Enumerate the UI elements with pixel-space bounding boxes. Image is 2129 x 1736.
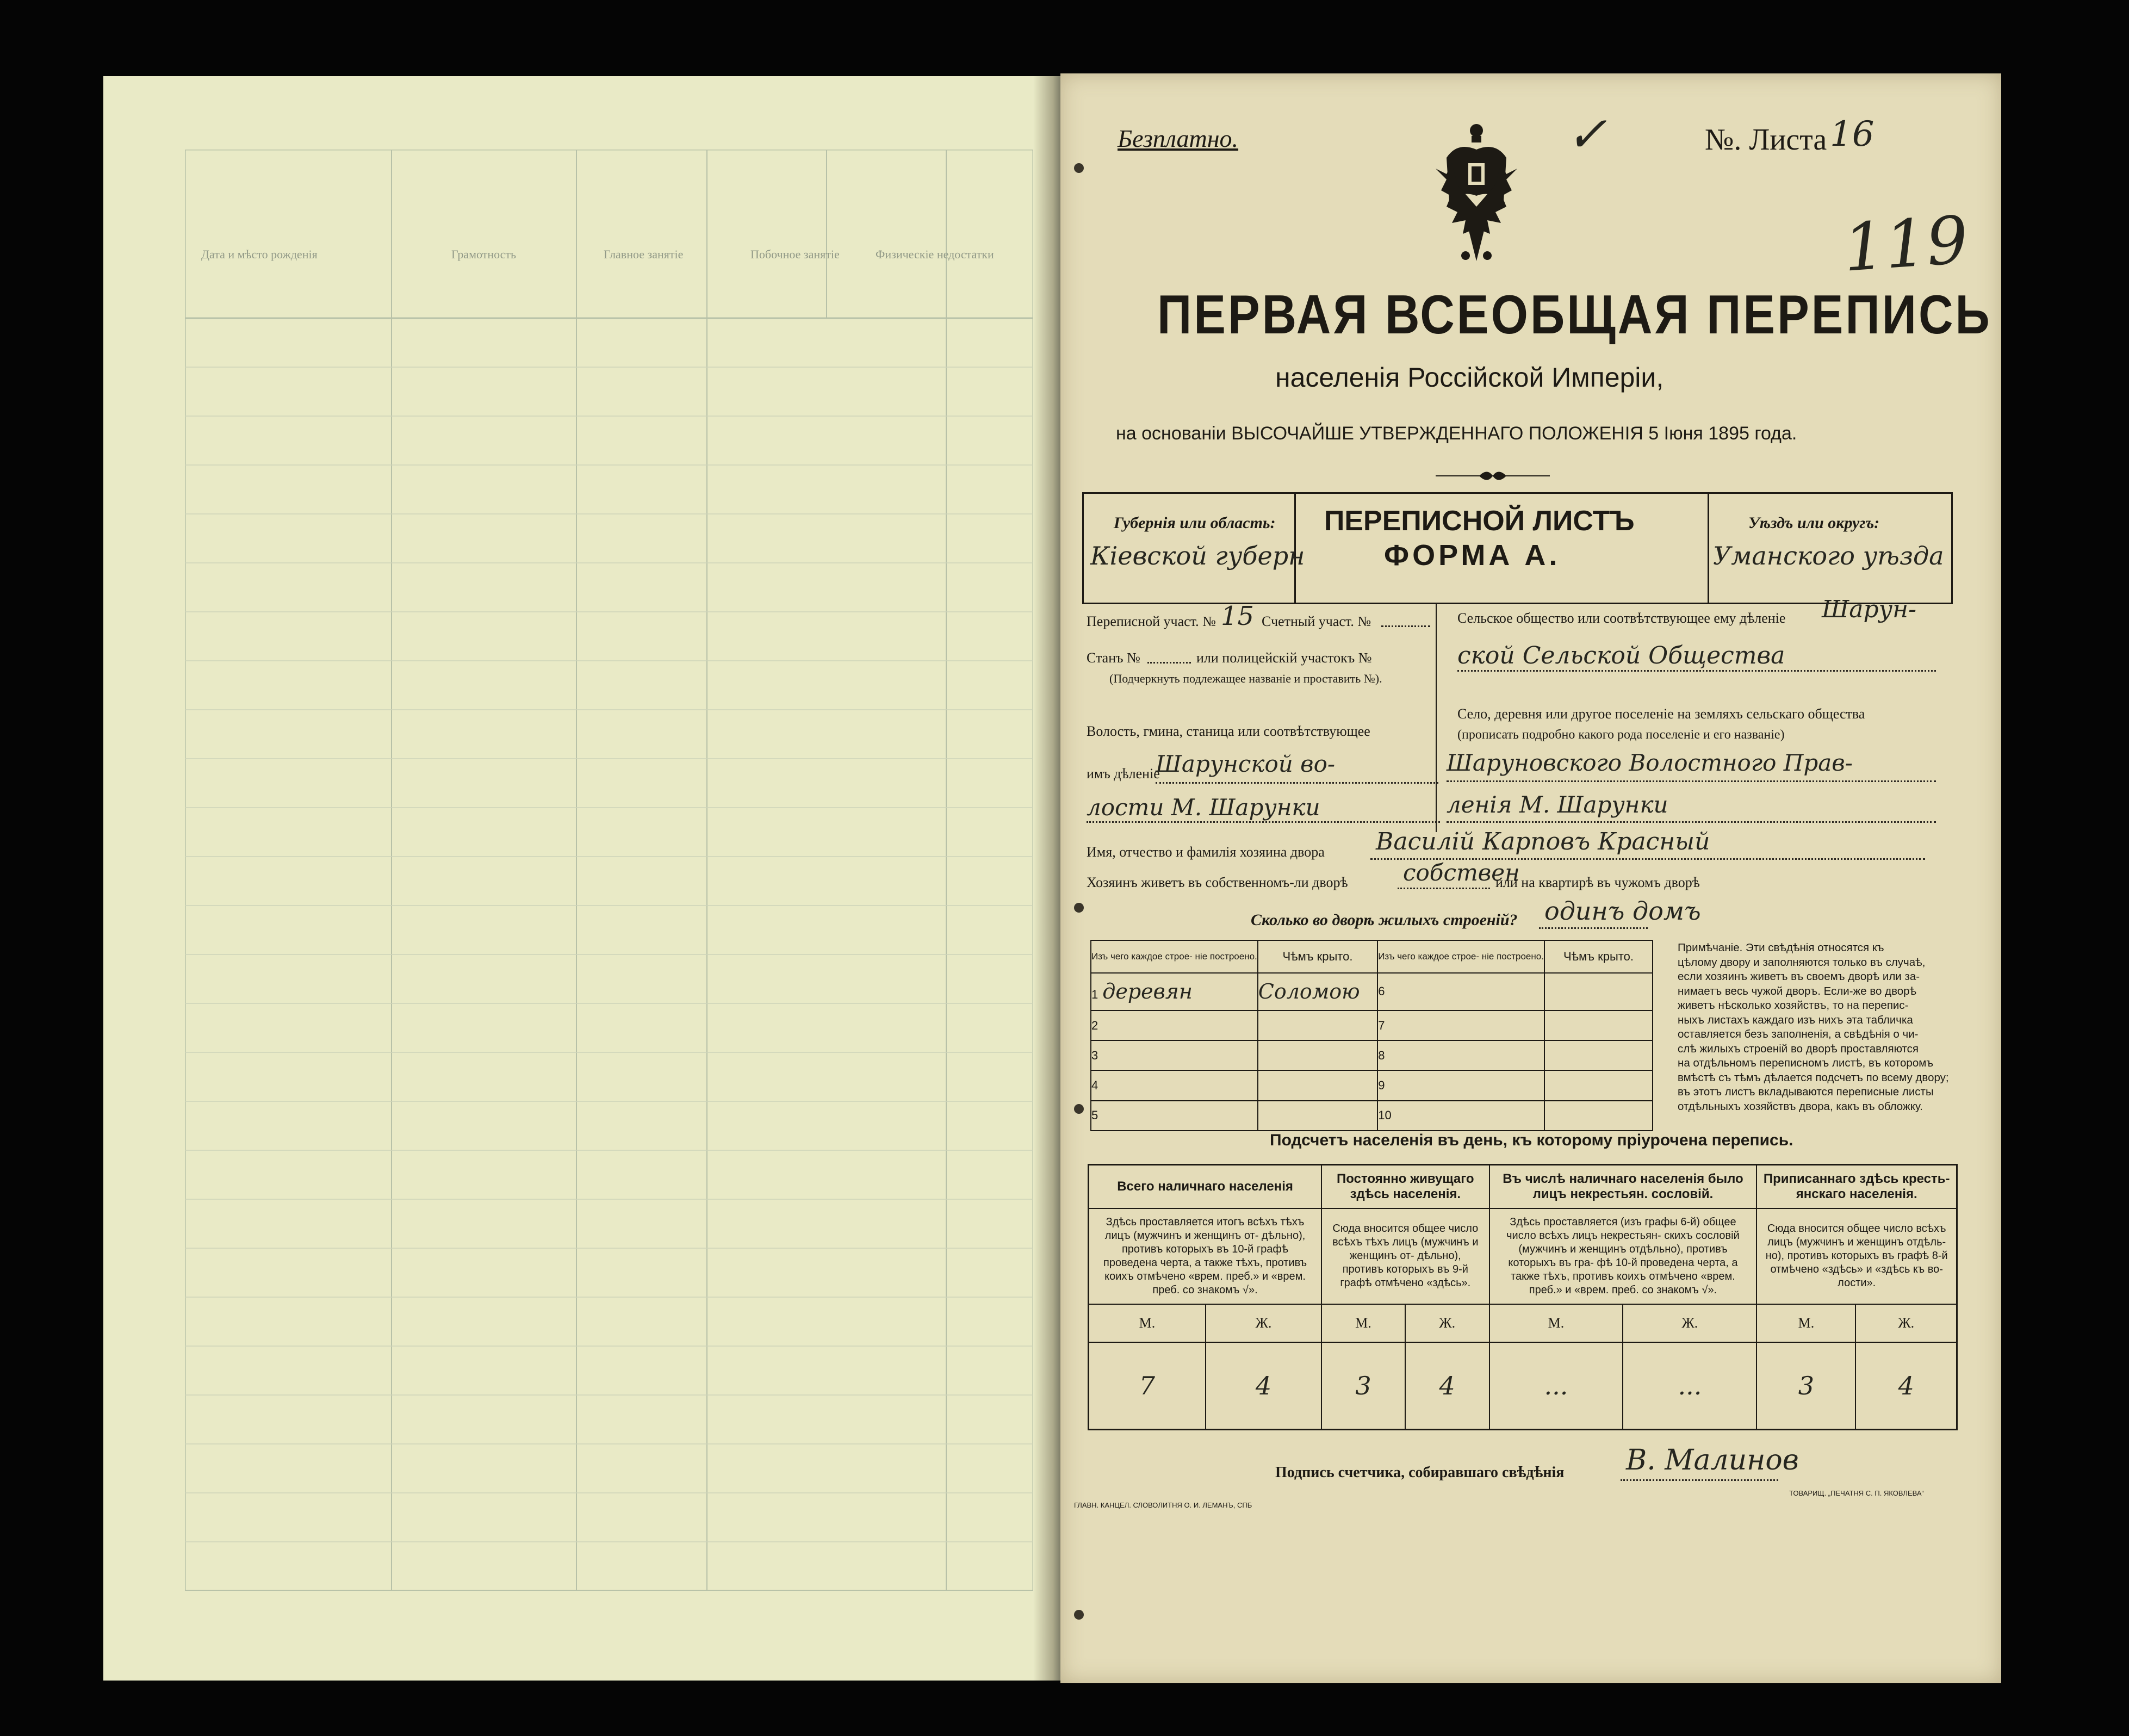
society-field-line	[1457, 670, 1936, 672]
left-faint-header-4: Побочное занятіе	[750, 247, 840, 261]
row-number: 2	[1091, 1010, 1258, 1040]
population-heading: Подсчетъ населенія въ день, къ которому пріурочена перепись.	[1270, 1131, 1793, 1149]
left-faint-header-1: Дата и мѣсто рожденія	[201, 247, 318, 261]
total-female-count: 4	[1206, 1342, 1321, 1430]
form-title-line1: ПЕРЕПИСНОЙ ЛИСТЪ	[1324, 505, 1635, 537]
female-label: Ж.	[1206, 1304, 1321, 1342]
volost-label: Волость, гмина, станица или соотвѣтствующее	[1087, 723, 1370, 739]
male-label: М.	[1089, 1304, 1206, 1342]
police-label: или полицейскій участокъ №	[1196, 650, 1372, 666]
census-title: ПЕРВАЯ ВСЕОБЩАЯ ПЕРЕПИСЬ	[1157, 283, 1992, 345]
buildings-table	[1090, 940, 1653, 1131]
note-line: нимаетъ весь чужой дворъ. Если-же во дворѣ	[1678, 984, 1917, 997]
guberniya-value: Кіевской губерн	[1090, 541, 1305, 571]
society-label: Сельское общество или соотвѣтствующее ему дѣленіе	[1457, 610, 1786, 626]
census-district-value: 15	[1221, 601, 1255, 631]
lives-label-2: или на квартирѣ въ чужомъ дворѣ	[1495, 875, 1700, 890]
pop-col-title-registered: Приписаннаго здѣсь кресть- янскаго населенія.	[1756, 1165, 1957, 1208]
counting-district-field	[1381, 625, 1430, 627]
volost-field-line-2	[1087, 821, 1440, 823]
check-mark: ✓	[1566, 106, 1607, 163]
note-block	[1678, 941, 1966, 1114]
building-roof-value: Соломою	[1258, 973, 1377, 1010]
male-label: М.	[1321, 1304, 1405, 1342]
registered-male-count: 3	[1756, 1342, 1855, 1430]
male-label: М.	[1489, 1304, 1623, 1342]
row-number: 5	[1091, 1101, 1258, 1131]
stan-label: Станъ №	[1087, 650, 1140, 666]
row-number: 1	[1091, 988, 1098, 1002]
volost-value-2: лости М. Шарунки	[1087, 794, 1320, 821]
row-number: 6	[1377, 973, 1544, 1010]
pop-col-desc-non-peasant: Здѣсь проставляется (изъ графы 6-й) общее число всѣхъ лицъ некрестьян- скихъ сословій (мужчинъ и женщинъ отдѣльно), противъ которыхъ въ гра- фѣ 10-й проведена черта, а также тѣхъ, противъ коихъ отмѣчено «врем. преб.» и «врем. преб. со знакомъ √».	[1489, 1208, 1757, 1304]
volost-field-line	[1156, 782, 1438, 784]
archive-number: 119	[1841, 202, 1971, 287]
signature-line	[1621, 1479, 1778, 1481]
note-line: ныхъ листахъ каждаго изъ нихъ эта табличка	[1678, 1013, 1913, 1026]
punch-hole	[1074, 1104, 1084, 1114]
village-label-1: Село, деревня или другое поселеніе на земляхъ сельскаго общества	[1457, 706, 1865, 722]
col-material-header: Изъ чего каждое строе- ніе построено.	[1091, 940, 1258, 973]
sheet-number-label: №. Листа	[1705, 123, 1827, 157]
left-faint-header-2: Грамотность	[451, 247, 517, 261]
row-number: 3	[1091, 1040, 1258, 1070]
punch-hole	[1074, 163, 1084, 173]
legal-basis-line: на основаніи ВЫСОЧАЙШЕ УТВЕРЖДЕННАГО ПОЛОЖЕНІЯ 5 Іюня 1895 года.	[1116, 423, 1797, 444]
female-label: Ж.	[1623, 1304, 1756, 1342]
uezd-label: Уѣздъ или округъ:	[1748, 514, 1880, 532]
total-male-count: 7	[1089, 1342, 1206, 1430]
census-subtitle: населенія Россійской Имперіи,	[1275, 362, 1664, 393]
punch-hole	[1074, 903, 1084, 913]
pop-col-desc-resident: Сюда вносится общее число всѣхъ тѣхъ лицъ (мужчинъ и женщинъ от- дѣльно), противъ которыхъ въ 9-й графѣ отмѣчено «здѣсь».	[1321, 1208, 1489, 1304]
col-material-header: Изъ чего каждое строе- ніе построено.	[1377, 940, 1544, 973]
uezd-value: Уманского уѣзда	[1713, 541, 1944, 571]
imperial-eagle-emblem	[1436, 120, 1517, 272]
pop-col-title-total: Всего наличнаго населенія	[1089, 1165, 1322, 1208]
buildings-label: Сколько во дворѣ жилыхъ строеній?	[1251, 911, 1518, 929]
lives-value: собствен	[1403, 859, 1520, 886]
row-number: 4	[1091, 1070, 1258, 1100]
signature-label: Подпись счетчика, собиравшаго свѣдѣнія	[1275, 1464, 1565, 1481]
form-title-line2: ФОРМА А.	[1384, 539, 1561, 572]
village-label-2: (прописать подробно какого рода поселеніе и его названіе)	[1457, 728, 1785, 742]
pop-col-desc-total: Здѣсь проставляется итогъ всѣхъ тѣхъ лицъ (мужчинъ и женщинъ от- дѣльно), противъ которыхъ въ 10-й графѣ проведена черта, а также тѣхъ, противъ коихъ отмѣчено «врем. преб.» и «врем. преб. со знакомъ √».	[1089, 1208, 1322, 1304]
imprint-left: ГЛАВН. КАНЦЕЛ. СЛОВОЛИТНЯ О. И. ЛЕМАНЪ, СПБ	[1074, 1501, 1252, 1509]
owner-label: Имя, отчество и фамилія хозяина двора	[1087, 844, 1325, 860]
note-line: живетъ нѣсколько хозяйствъ, то на перепис-	[1678, 999, 1909, 1012]
left-faint-header-3: Главное занятіе	[604, 247, 684, 261]
row-number: 7	[1377, 1010, 1544, 1040]
society-value-1: Шарун-	[1822, 596, 1916, 623]
ornament-divider	[1436, 468, 1550, 484]
punch-hole	[1074, 1610, 1084, 1620]
village-value-1: Шаруновского Волостного Прав-	[1447, 749, 1853, 776]
note-line: слѣ жилыхъ строеній во дворѣ проставляются	[1678, 1042, 1919, 1055]
note-line: цѣлому двору и заполняются только въ случаѣ,	[1678, 956, 1926, 969]
note-line: Примѣчаніе. Эти свѣдѣнія относятся къ	[1678, 941, 1884, 954]
note-line: на отдѣльномъ переписномъ листѣ, въ которомъ	[1678, 1057, 1934, 1069]
row-number: 9	[1377, 1070, 1544, 1100]
lives-label-1: Хозяинъ живетъ въ собственномъ-ли дворѣ	[1087, 875, 1348, 890]
col-roof-header: Чѣмъ крыто.	[1258, 940, 1377, 973]
col-roof-header: Чѣмъ крыто.	[1544, 940, 1653, 973]
village-value-2: ленія М. Шарунки	[1447, 791, 1668, 818]
non-peasant-female-count: ...	[1623, 1342, 1756, 1430]
census-district-label: Переписной участ. №	[1087, 613, 1216, 629]
female-label: Ж.	[1405, 1304, 1489, 1342]
registered-female-count: 4	[1855, 1342, 1957, 1430]
note-line: если хозяинъ живетъ въ своемъ дворѣ или за-	[1678, 970, 1920, 983]
resident-male-count: 3	[1321, 1342, 1405, 1430]
male-label: М.	[1756, 1304, 1855, 1342]
lives-field-line	[1398, 888, 1490, 889]
volost-label-2: имъ дѣленіе	[1087, 766, 1160, 782]
row-number: 8	[1377, 1040, 1544, 1070]
guberniya-label: Губернія или область:	[1114, 514, 1276, 532]
field-divider	[1436, 604, 1437, 832]
stan-field	[1147, 662, 1191, 664]
pop-col-title-non-peasant: Въ числѣ наличнаго населенія было лицъ некрестьян. сословій.	[1489, 1165, 1757, 1208]
pop-col-desc-registered: Сюда вносится общее число всѣхъ лицъ (мужчинъ и женщинъ отдѣль- но), противъ которыхъ въ графѣ 8-й отмѣчено «здѣсь» и «здѣсь къ во- лости».	[1756, 1208, 1957, 1304]
underline-note: (Подчеркнуть подлежащее названіе и проставить №).	[1109, 672, 1382, 685]
village-field-line-2	[1447, 821, 1936, 823]
left-faint-header-5: Физическіе недостатки	[876, 247, 994, 261]
non-peasant-male-count: ...	[1489, 1342, 1623, 1430]
resident-female-count: 4	[1405, 1342, 1489, 1430]
note-line: вмѣстѣ съ тѣмъ дѣлается подсчетъ по всему двору;	[1678, 1071, 1949, 1084]
buildings-field-line	[1539, 927, 1648, 929]
enumerator-signature: В. Малинов	[1626, 1444, 1799, 1477]
note-line: оставляется безъ заполненія, а свѣдѣнія о чи-	[1678, 1028, 1919, 1040]
buildings-value: одинъ домъ	[1544, 896, 1701, 926]
pop-col-title-resident: Постоянно живущаго здѣсь населенія.	[1321, 1165, 1489, 1208]
village-field-line	[1447, 780, 1936, 782]
imprint-right: ТОВАРИЩ. „ПЕЧАТНЯ С. П. ЯКОВЛЕВА“	[1789, 1489, 1924, 1497]
divider	[1708, 492, 1709, 604]
society-value-2: ской Сельской Общества	[1457, 642, 1785, 669]
volost-value-1: Шарунской во-	[1156, 751, 1336, 777]
row-number: 10	[1377, 1101, 1544, 1131]
table-cell	[1544, 973, 1653, 1010]
note-line: въ этотъ листъ вкладываются переписные листы	[1678, 1086, 1934, 1098]
sheet-number-value: 16	[1830, 114, 1874, 154]
left-page-grid	[185, 150, 1033, 1591]
building-material-value: деревян	[1102, 979, 1193, 1004]
free-label: Безплатно.	[1118, 125, 1239, 152]
population-table	[1088, 1164, 1958, 1430]
counting-district-label: Счетный участ. №	[1262, 613, 1371, 629]
owner-value: Василій Карповъ Красный	[1376, 828, 1710, 855]
note-line: отдѣльныхъ хозяйствъ двора, какъ въ обложку.	[1678, 1100, 1923, 1113]
female-label: Ж.	[1855, 1304, 1957, 1342]
